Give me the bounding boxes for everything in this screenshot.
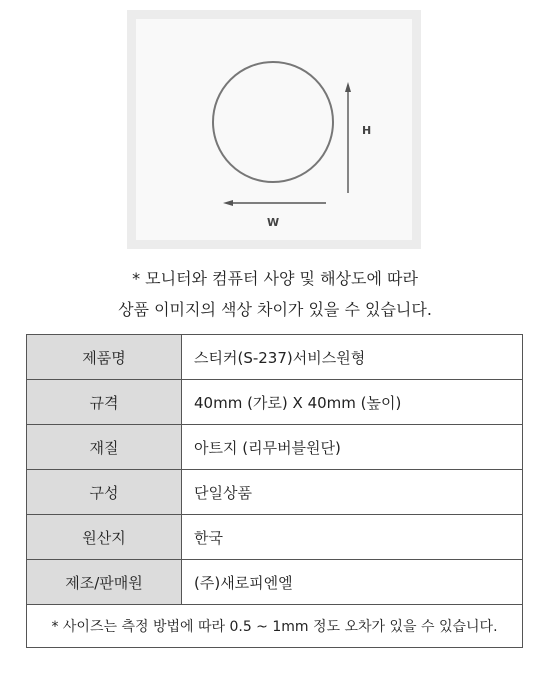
spec-label: 원산지 — [27, 515, 182, 560]
spec-label: 구성 — [27, 470, 182, 515]
size-diagram — [127, 10, 421, 249]
spec-label: 재질 — [27, 425, 182, 470]
size-diagram-svg — [136, 19, 412, 240]
size-tolerance-footnote: * 사이즈는 측정 방법에 따라 0.5 ~ 1mm 정도 오차가 있을 수 있습니다. — [27, 605, 523, 648]
spec-row-product-name — [27, 335, 523, 380]
spec-row-composition — [27, 470, 523, 515]
spec-value: 단일상품 — [182, 470, 523, 515]
spec-value: 40mm (가로) X 40mm (높이) — [182, 380, 523, 425]
spec-value: (주)새로피엔엘 — [182, 560, 523, 605]
spec-row-footnote — [27, 605, 523, 648]
spec-row-size — [27, 380, 523, 425]
spec-value: 아트지 (리무버블원단) — [182, 425, 523, 470]
spec-label: 규격 — [27, 380, 182, 425]
height-arrow-head — [345, 82, 351, 92]
spec-row-manufacturer — [27, 560, 523, 605]
sticker-circle-outline — [213, 62, 333, 182]
spec-row-origin — [27, 515, 523, 560]
width-arrow-head — [223, 200, 233, 206]
spec-label: 제조/판매원 — [27, 560, 182, 605]
spec-row-material — [27, 425, 523, 470]
spec-label: 제품명 — [27, 335, 182, 380]
notice-line-1: * 모니터와 컴퓨터 사양 및 해상도에 따라 — [132, 269, 418, 288]
spec-value: 한국 — [182, 515, 523, 560]
spec-value: 스티커(S-237)서비스원형 — [182, 335, 523, 380]
width-label: W — [267, 216, 280, 229]
notice-line-2: 상품 이미지의 색상 차이가 있을 수 있습니다. — [118, 300, 432, 319]
height-label: H — [362, 124, 372, 137]
diagram-canvas — [136, 19, 412, 240]
color-difference-notice — [0, 263, 550, 325]
product-spec-table — [26, 334, 523, 648]
